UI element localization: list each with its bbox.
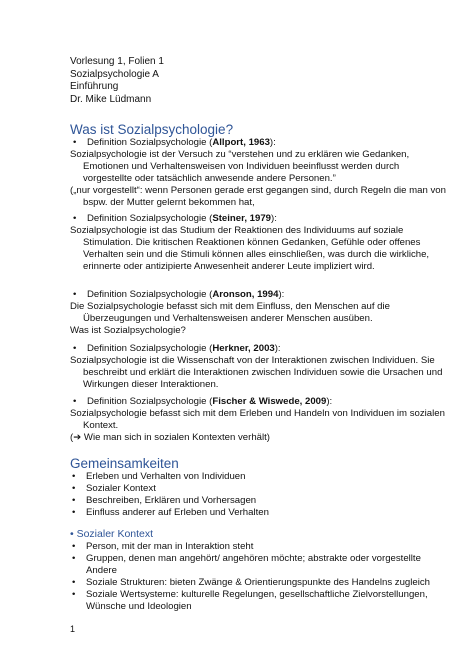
definition-bullet-fischer-wiswede: • Definition Sozialpsychologie (Fischer & Wiswede, 2009): <box>73 396 333 407</box>
section-title-sozialer-kontext: • Sozialer Kontext <box>70 528 154 540</box>
bullet-icon: • <box>73 289 77 300</box>
page-number: 1 <box>70 624 76 634</box>
list-item: • Erleben und Verhalten von Individuen <box>70 471 450 483</box>
header-line-lecturer: Dr. Mike Lüdmann <box>70 93 152 105</box>
list-item: • Einfluss anderer auf Erleben und Verhalten <box>70 507 450 519</box>
definition-text-aronson: Die Sozialpsychologie befasst sich mit dem Einfluss, den Menschen auf die Überzeugungen und Verhaltensweisen anderer Menschen ausüben. <box>70 301 390 324</box>
bullet-icon: • <box>73 396 77 407</box>
definition-text-fischer-wiswede: Sozialpsychologie befasst sich mit dem Erleben und Handeln von Individuen im sozialen Kontext. <box>70 408 445 431</box>
header-line-lecture: Vorlesung 1, Folien 1 <box>70 56 164 67</box>
bullet-icon: • <box>73 137 77 148</box>
definition-note-fischer-wiswede: (➔ Wie man sich in sozialen Kontexten verhält) <box>70 432 270 443</box>
author-herkner: Herkner, 2003 <box>212 343 275 354</box>
definition-text-allport: Sozialpsychologie ist der Versuch zu “verstehen und zu erklären wie Gedanken, Emotionen und Verhaltensweisen von Individuen beeinflusst werden durch vorgestellte oder tatsächlich anwesende andere Personen.” <box>70 149 410 184</box>
list-item: • Soziale Strukturen: bieten Zwänge & Orientierungspunkte des Handelns zugleich <box>70 577 440 589</box>
bullet-icon: • <box>73 213 77 224</box>
author-aronson: Aronson, 1994 <box>212 289 279 300</box>
author-allport: Allport, 1963 <box>212 137 270 148</box>
sozialer-kontext-list <box>70 541 440 613</box>
section-title-was-ist: Was ist Sozialpsychologie? <box>70 122 234 137</box>
header-line-topic: Einführung <box>70 81 119 92</box>
definition-bullet-aronson: • Definition Sozialpsychologie (Aronson, 1994): <box>73 289 285 300</box>
bullet-icon: • <box>73 343 77 354</box>
gemeinsamkeiten-list <box>70 471 450 519</box>
list-item: • Beschreiben, Erklären und Vorhersagen <box>70 495 450 507</box>
section-title-gemeinsamkeiten: Gemeinsamkeiten <box>70 456 179 471</box>
header-line-course: Sozialpsychologie A <box>70 68 159 80</box>
list-item: • Sozialer Kontext <box>70 483 450 495</box>
definition-bullet-herkner: • Definition Sozialpsychologie (Herkner, 2003): <box>73 343 281 354</box>
question-text: Was ist Sozialpsychologie? <box>70 325 186 336</box>
list-item: • Soziale Wertsysteme: kulturelle Regelungen, gesellschaftliche Zielvorstellungen, Wünsche und Ideologien <box>70 589 440 613</box>
definition-bullet-steiner: • Definition Sozialpsychologie (Steiner, 1979): <box>73 213 277 224</box>
definition-text-steiner: Sozialpsychologie ist das Studium der Reaktionen des Individuums auf soziale Stimulation. Die kritischen Reaktionen können Gedanken, Gefühle oder offenes Verhalten sein und die Stimuli können alles einschließen, was durch die wirkliche, erinnerte oder antizipierte Anwesenheit anderer Leute impliziert wird. <box>70 225 430 272</box>
document-header <box>70 56 164 106</box>
list-item: • Gruppen, denen man angehört/ angehören möchte; abstrakte oder vorgestellte Andere <box>70 553 440 577</box>
definition-text-herkner: Sozialpsychologie ist die Wissenschaft von der Interaktionen zwischen Individuen. Sie beschreibt und erklärt die Interaktionen zwischen Individuen sowie die Ursachen und Wirkungen dieser Interaktionen. <box>70 355 443 390</box>
author-fischer-wiswede: Fischer & Wiswede, 2009 <box>212 396 327 407</box>
definition-note-allport: („nur vorgestellt“: wenn Personen gerade erst gegangen sind, durch Regeln die man von bspw. der Mutter gelernt bekommen hat, <box>70 185 446 208</box>
definition-bullet-allport: • Definition Sozialpsychologie (Allport, 1963): <box>73 137 276 148</box>
author-steiner: Steiner, 1979 <box>212 213 271 224</box>
list-item: • Person, mit der man in Interaktion steht <box>70 541 440 553</box>
